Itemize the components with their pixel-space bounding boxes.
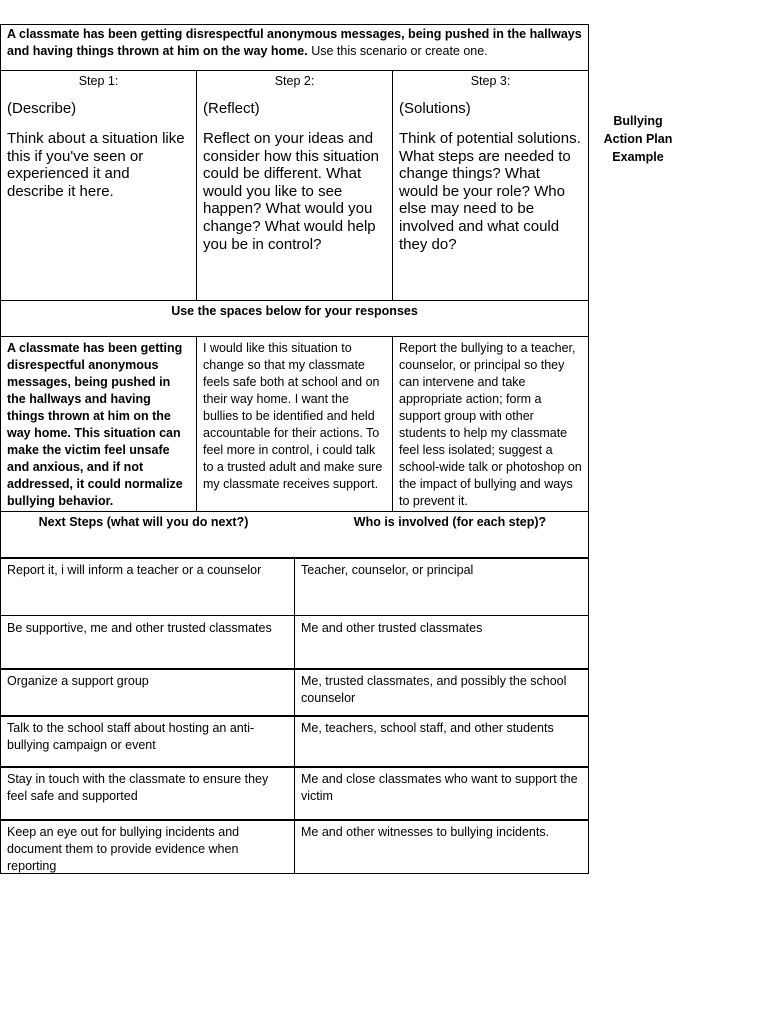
step-1-body: Think about a situation like this if you've seen or experienced it and describe it here. bbox=[7, 130, 185, 200]
next-step-3: Organize a support group bbox=[7, 674, 149, 688]
involved-4: Me, teachers, school staff, and other students bbox=[301, 721, 554, 735]
involved-6: Me and other witnesses to bullying incidents. bbox=[301, 825, 550, 839]
involved-1: Teacher, counselor, or principal bbox=[301, 563, 474, 577]
response-solutions: Report the bullying to a teacher, counselor, or principal so they can intervene and take appropriate action; form a support group with other students to help my classmate feel less isolated; suggest a school-wide talk or photoshop on the impact of bullying and ways to prevent it. bbox=[399, 341, 582, 508]
involved-3: Me, trusted classmates, and possibly the school counselor bbox=[301, 674, 567, 705]
instructions: Use the spaces below for your responses bbox=[171, 304, 418, 318]
step-2-body: Reflect on your ideas and consider how this situation could be different. What would you like to see happen? What would you change? What would help you be in control? bbox=[203, 130, 379, 253]
divider bbox=[0, 615, 589, 616]
scenario-bold: A classmate has been getting disrespectful anonymous messages, being pushed in the hallways and having things thrown at him on the way home. bbox=[7, 27, 582, 58]
step-3-label: Step 3: bbox=[470, 74, 511, 88]
response-describe: A classmate has been getting disrespectful anonymous messages, being pushed in the hallways and having things thrown at him on the way home. This situation can make the victim feel unsafe and anxious, and if not addressed, it could normalize bullying behavior. bbox=[7, 341, 183, 508]
involved-2: Me and other trusted classmates bbox=[301, 621, 483, 635]
step-2-heading: (Reflect) bbox=[203, 100, 260, 117]
step-3-heading: (Solutions) bbox=[399, 100, 471, 117]
involved-header: Who is involved (for each step)? bbox=[353, 515, 547, 529]
scenario-cell bbox=[1, 25, 588, 70]
scenario-normal: Use this scenario or create one. bbox=[307, 44, 488, 58]
next-step-4: Talk to the school staff about hosting an anti-bullying campaign or event bbox=[7, 721, 255, 752]
step-2-label: Step 2: bbox=[274, 74, 315, 88]
response-reflect: I would like this situation to change so that my classmate feels safe both at school and on their way home. I want the bullies to be identified and held accountable for their actions. To feel more in control, i could talk to a trusted adult and make sure my classmate receives support. bbox=[203, 341, 383, 491]
next-steps-header: Next Steps (what will you do next?) bbox=[38, 515, 249, 529]
involved-5: Me and close classmates who want to support the victim bbox=[301, 772, 578, 803]
next-step-6: Keep an eye out for bullying incidents and document them to provide evidence when reporting bbox=[7, 825, 240, 873]
step-3-body: Think of potential solutions. What steps are needed to change things? What would be your role? Who else may need to be involved and what could they do? bbox=[399, 130, 581, 253]
side-title: Bullying Action Plan Example bbox=[603, 114, 673, 164]
step-1-heading: (Describe) bbox=[7, 100, 77, 117]
next-step-2: Be supportive, me and other trusted classmates bbox=[7, 621, 272, 635]
step-1-label: Step 1: bbox=[78, 74, 119, 88]
next-step-1: Report it, i will inform a teacher or a counselor bbox=[7, 563, 262, 577]
next-step-5: Stay in touch with the classmate to ensure they feel safe and supported bbox=[7, 772, 269, 803]
